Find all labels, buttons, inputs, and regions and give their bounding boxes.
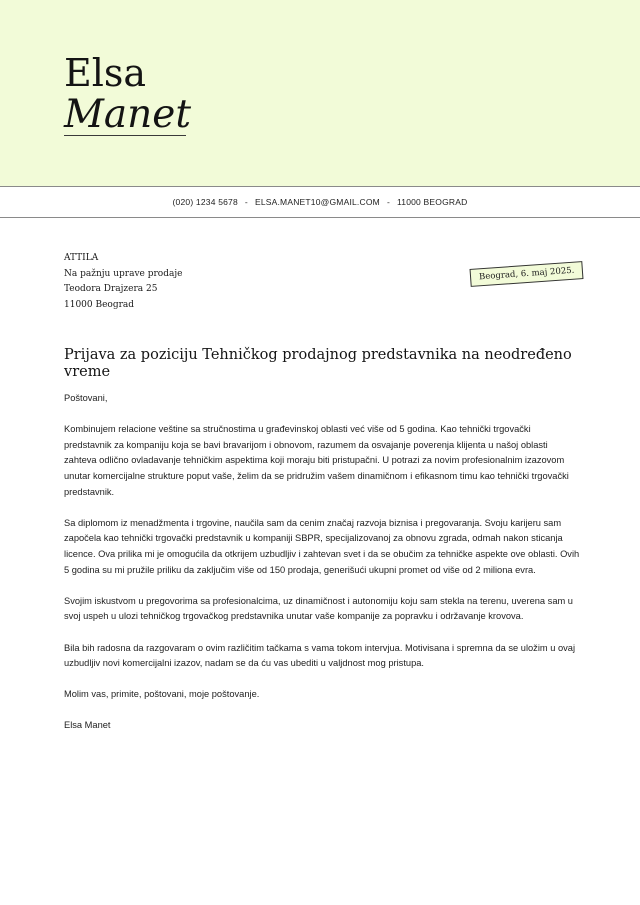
contact-separator: - — [386, 197, 390, 207]
contact-separator: - — [244, 197, 248, 207]
letter-paragraph: Svojim iskustvom u pregovorima sa profesionalcima, uz dinamičnost i autonomiju koju sam stekla na terenu, uverena sam u svoj uspeh u ulozi tehničkog trgovačkog predstavnika unutar vaše kompanije za popravku i održavanje krovova. — [64, 595, 573, 622]
contact-bar — [0, 186, 640, 218]
header-banner — [0, 0, 640, 186]
recipient-address — [64, 251, 182, 313]
letter-paragraph: Bila bih radosna da razgovaram o ovim različitim tačkama s vama tokom intervjua. Motivisana i spremna da se uložim u ovaj uzbudljiv novi komercijalni izazov, nadam se da ću vas ubediti u valjdnost mog pristupa. — [64, 642, 576, 669]
recipient-city: 11000 Beograd — [64, 299, 135, 310]
letter-closing: Molim vas, primite, poštovani, moje poštovanje. — [64, 689, 260, 700]
letter-greeting: Poštovani, — [64, 393, 108, 403]
first-name: Elsa — [64, 51, 147, 95]
recipient-company: ATTILA — [64, 253, 99, 263]
name-underline — [64, 135, 186, 136]
recipient-street: Teodora Drajzera 25 — [64, 284, 158, 294]
letter-paragraph: Sa diplomom iz menadžmenta i trgovine, naučila sam da cenim značaj razvoja biznisa i pregovaranja. Svoju karijeru sam započela kao tehnički trgovački predstavnik u kompaniji SBPR, specijalizovanoj za obnovu zgrada, odmah nakon sticanja licence. Ova prilika mi je omogućila da otkrijem uzbudljiv i zahtevan svet i da se obučim za tehničke aspekte ove oblasti. Ovih 5 godina su mi pružile priliku da zaključim više od 150 prodaja, generišući ukupni promet od više od 2 miliona evra. — [64, 517, 580, 575]
letter-subject: Prijava za poziciju Tehničkog prodajnog predstavnika na neodređeno vreme — [64, 347, 572, 380]
recipient-attention: Na pažnju uprave prodaje — [64, 268, 183, 279]
contact-email: ELSA.MANET10@GMAIL.COM — [254, 197, 380, 207]
letter-paragraph: Kombinujem relacione veštine sa stručnostima u građevinskoj oblasti već više od 5 godina. Kao tehnički trgovački predstavnik za kompaniju koja se bavi bravarijom i obnovom, razumem da osvajanje poverenja klijenta u našoj oblasti zahteva odlično ovladavanje tehničkim aspektima koji moraju biti pristupačni. U potrazi za novim profesionalnim izazovom unutar komercijalne strukture poput vaše, želim da se pridružim vašem dinamičnom i efikasnom timu kao tehnički trgovački predstavnik. — [64, 424, 569, 497]
letter-body — [64, 391, 580, 750]
last-name: Manet — [64, 92, 192, 137]
date-stamp: Beograd, 6. maj 2025. — [470, 261, 584, 287]
contact-phone: (020) 1234 5678 — [172, 197, 238, 207]
contact-city: 11000 BEOGRAD — [396, 197, 468, 207]
letter-signature: Elsa Manet — [64, 720, 111, 731]
